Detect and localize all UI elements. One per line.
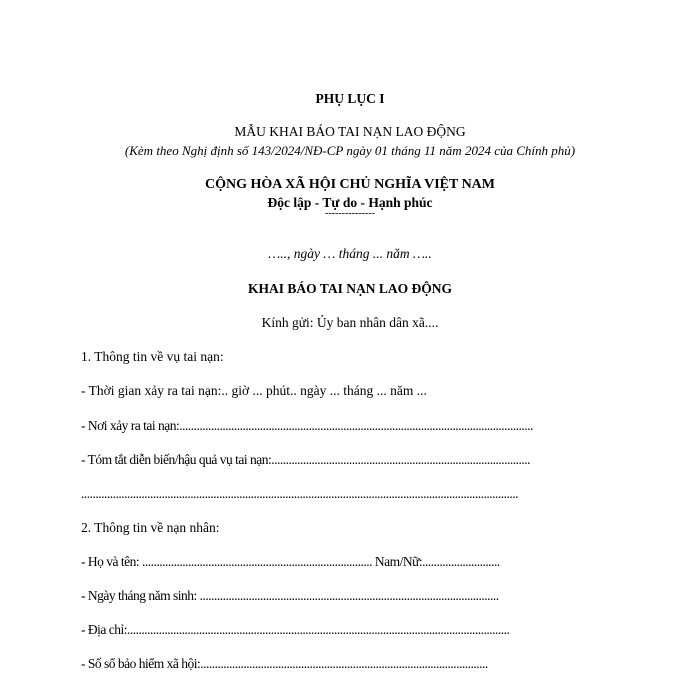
accident-summary-continuation: ........................................................................................................................................................ bbox=[81, 486, 518, 501]
national-motto: Độc lập - Tự do - Hạnh phúc bbox=[267, 195, 433, 210]
form-title: MẪU KHAI BÁO TAI NẠN LAO ĐỘNG bbox=[234, 124, 466, 139]
recipient-line: Kính gửi: Ủy ban nhân dân xã.... bbox=[261, 315, 439, 330]
victim-address-field: - Địa chỉ:..................................................................................................................................... bbox=[81, 622, 510, 637]
motto-underline: --------------- bbox=[325, 208, 375, 219]
victim-name-field: - Họ và tên: ................................................................................ Nam/Nữ:........................... bbox=[81, 554, 500, 569]
decree-note: (Kèm theo Nghị định số 143/2024/NĐ-CP ngày 01 tháng 11 năm 2024 của Chính phủ) bbox=[124, 143, 576, 158]
date-line: ….., ngày … tháng ... năm ….. bbox=[268, 246, 432, 261]
document-title: KHAI BÁO TAI NẠN LAO ĐỘNG bbox=[248, 281, 452, 296]
accident-place-field: - Nơi xảy ra tai nạn:........................................................................................................................... bbox=[81, 418, 533, 433]
section-2-heading: 2. Thông tin về nạn nhân: bbox=[81, 520, 220, 535]
section-1-heading: 1. Thông tin về vụ tai nạn: bbox=[81, 349, 224, 364]
appendix-heading: PHỤ LỤC I bbox=[315, 91, 385, 106]
accident-summary-field: - Tóm tắt diễn biến/hậu quả vụ tai nạn:.......................................................................................... bbox=[81, 452, 530, 467]
accident-time-field: - Thời gian xảy ra tai nạn:.. giờ ... phút.. ngày ... tháng ... năm ... bbox=[81, 383, 427, 398]
victim-dob-field: - Ngày tháng năm sinh: ........................................................................................................ bbox=[81, 588, 499, 603]
victim-insurance-field: - Số sổ bảo hiểm xã hội:.................................................................................................... bbox=[81, 656, 488, 671]
country-name: CỘNG HÒA XÃ HỘI CHỦ NGHĨA VIỆT NAM bbox=[204, 177, 495, 192]
